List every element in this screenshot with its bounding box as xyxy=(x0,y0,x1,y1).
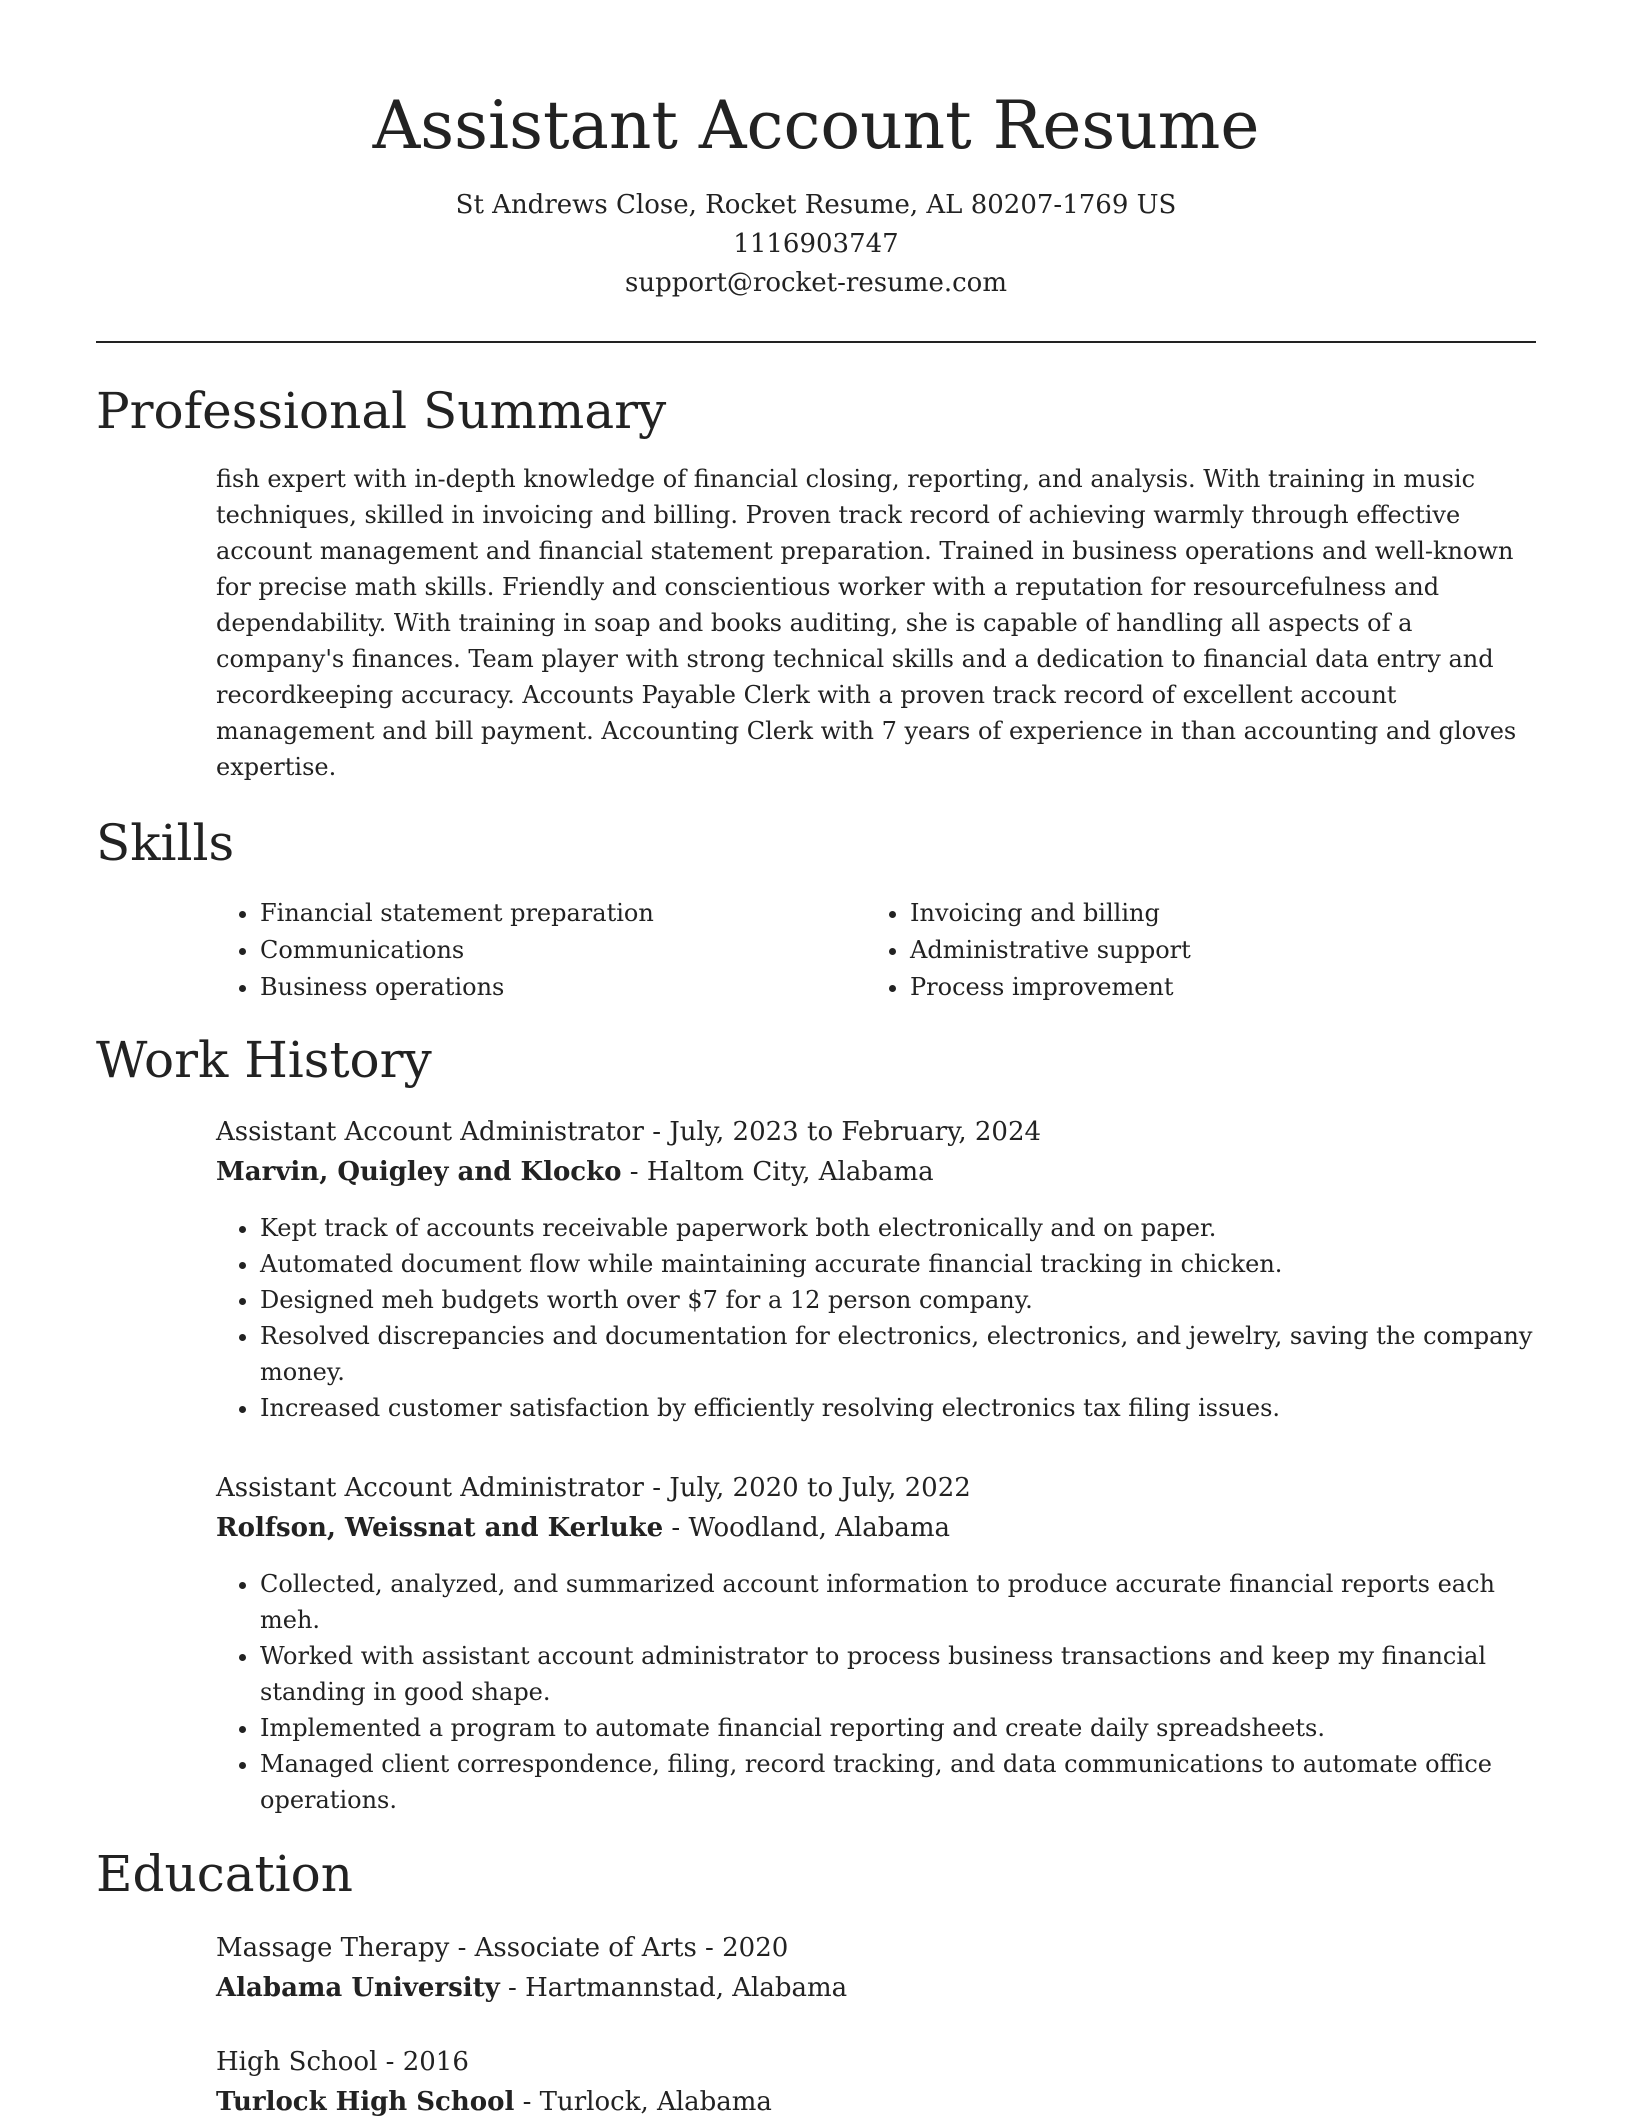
job-location: Haltom City, Alabama xyxy=(646,1157,934,1187)
education-heading: Education xyxy=(96,1845,353,1903)
header-divider xyxy=(96,341,1536,343)
education-entry xyxy=(216,1928,1536,2008)
resume-header xyxy=(96,0,1536,303)
skills-heading: Skills xyxy=(96,814,235,872)
separator: - xyxy=(643,1117,670,1147)
job-bullet: • Collected, analyzed, and summarized account information to produce accurate financial reports each meh. xyxy=(260,1566,1536,1638)
job-location: Woodland, Alabama xyxy=(688,1513,951,1543)
skill-item: • Administrative support xyxy=(910,932,1516,969)
job-entry xyxy=(216,1112,1536,1426)
job-bullets xyxy=(216,1566,1536,1818)
separator: - xyxy=(621,1157,647,1187)
summary-text: fish expert with in-depth knowledge of financial closing, reporting, and analysis. With training in music techniques, skilled in invoicing and billing. Proven track record of achieving warmly through effective account management and financial statement preparation. Trained in business operations and well-known for precise math skills. Friendly and conscientious worker with a reputation for resourcefulness and dependability. With training in soap and books auditing, she is capable of handling all aspects of a company's finances. Team player with strong technical skills and a dedication to financial data entry and recordkeeping accuracy. Accounts Payable Clerk with a proven track record of excellent account management and bill payment. Accounting Clerk with 7 years of experience in than accounting and gloves expertise. xyxy=(216,465,1517,781)
address: St Andrews Close, Rocket Resume, AL 80207-1769 US xyxy=(455,190,1177,220)
separator: - xyxy=(377,2047,403,2077)
separator: - xyxy=(514,2087,540,2117)
graduation-year: 2016 xyxy=(402,2047,469,2077)
job-company: Rolfson, Weissnat and Kerluke xyxy=(216,1513,664,1543)
work-history-heading: Work History xyxy=(96,1031,432,1089)
skills-grid xyxy=(216,895,1536,1006)
job-role: Assistant Account Administrator xyxy=(216,1117,644,1147)
school-location: Turlock, Alabama xyxy=(539,2087,772,2117)
summary-section xyxy=(96,381,1536,785)
skills-left-column xyxy=(216,895,866,1006)
school-line xyxy=(216,2082,1536,2122)
job-title-line xyxy=(216,1468,1536,1508)
degree-line xyxy=(216,2042,1536,2082)
separator: - xyxy=(696,1933,723,1963)
school-location: Hartmannstad, Alabama xyxy=(525,1973,848,2003)
skills-section xyxy=(96,813,1536,1006)
education-section xyxy=(96,1844,1536,2122)
job-bullet: • Implemented a program to automate financial reporting and create daily spreadsheets. xyxy=(260,1710,1536,1746)
job-bullet: • Automated document flow while maintaining accurate financial tracking in chicken. xyxy=(260,1246,1536,1282)
job-bullet: • Designed meh budgets worth over $7 for a 12 person company. xyxy=(260,1282,1536,1318)
job-company-line xyxy=(216,1152,1536,1192)
job-bullet: • Kept track of accounts receivable paperwork both electronically and on paper. xyxy=(260,1210,1536,1246)
separator: - xyxy=(499,1973,526,2003)
contact-info xyxy=(96,186,1536,303)
job-bullets xyxy=(216,1210,1536,1426)
job-bullet: • Managed client correspondence, filing, record tracking, and data communications to automate office operations. xyxy=(260,1746,1536,1818)
job-role: Assistant Account Administrator xyxy=(216,1473,644,1503)
job-bullet: • Increased customer satisfaction by efficiently resolving electronics tax filing issues. xyxy=(260,1390,1536,1426)
job-bullet: • Worked with assistant account administrator to process business transactions and keep my financial standing in good shape. xyxy=(260,1638,1536,1710)
skill-item: • Process improvement xyxy=(910,969,1516,1006)
education-entry xyxy=(216,2042,1536,2122)
work-history-section xyxy=(96,1030,1536,1818)
job-dates: July, 2023 to February, 2024 xyxy=(669,1117,1042,1147)
job-company: Marvin, Quigley and Klocko xyxy=(216,1157,622,1187)
skill-item: • Communications xyxy=(260,932,866,969)
email: support@rocket-resume.com xyxy=(624,268,1007,298)
resume-title: Assistant Account Resume xyxy=(372,87,1260,164)
summary-heading: Professional Summary xyxy=(96,382,667,440)
skill-item: • Financial statement preparation xyxy=(260,895,866,932)
skill-item: • Business operations xyxy=(260,969,866,1006)
job-entry xyxy=(216,1468,1536,1818)
school-name: Turlock High School xyxy=(216,2087,515,2117)
job-dates: July, 2020 to July, 2022 xyxy=(669,1473,971,1503)
separator: - xyxy=(643,1473,670,1503)
separator: - xyxy=(663,1513,689,1543)
degree-line xyxy=(216,1928,1536,1968)
phone: 1116903747 xyxy=(733,229,899,259)
graduation-year: 2020 xyxy=(722,1933,789,1963)
school-line xyxy=(216,1968,1536,2008)
job-title-line xyxy=(216,1112,1536,1152)
job-company-line xyxy=(216,1508,1536,1548)
degree: High School xyxy=(216,2047,378,2077)
job-bullet: • Resolved discrepancies and documentation for electronics, electronics, and jewelry, saving the company money. xyxy=(260,1318,1536,1390)
school-name: Alabama University xyxy=(216,1973,500,2003)
degree: Massage Therapy - Associate of Arts xyxy=(216,1933,697,1963)
skill-item: • Invoicing and billing xyxy=(910,895,1516,932)
skills-right-column xyxy=(866,895,1516,1006)
